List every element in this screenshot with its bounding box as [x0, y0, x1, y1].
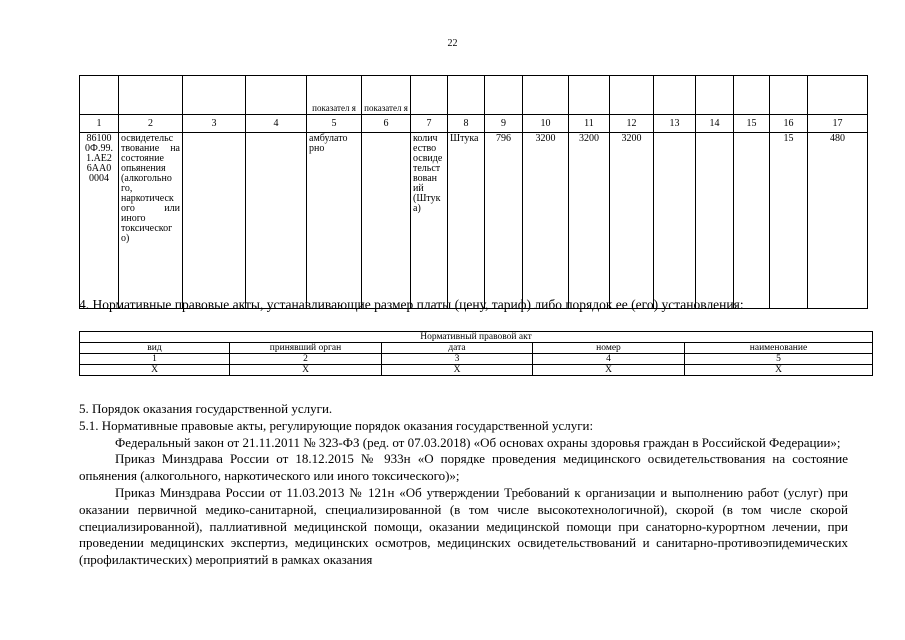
table-data-cell: 3200 — [610, 133, 654, 309]
table-data-cell: освидетельс твование на состояние опьянения (алкогольно го, наркотическ ого или иного токсическог о) — [119, 133, 183, 309]
column-number-cell: 9 — [485, 115, 523, 133]
legal-act-number-cell: 5 — [685, 354, 873, 365]
legal-act-value-cell: Х — [685, 365, 873, 376]
legal-act-header-cell: наименование — [685, 343, 873, 354]
table-header-cell — [183, 76, 246, 115]
column-number-cell: 7 — [411, 115, 448, 133]
column-number-cell: 10 — [523, 115, 569, 133]
column-number-cell: 17 — [808, 115, 868, 133]
table-data-cell: 86100 0Ф.99. 1.АЕ2 6АА0 0004 — [80, 133, 119, 309]
table-header-cell — [569, 76, 610, 115]
column-number-cell: 12 — [610, 115, 654, 133]
table-data-cell: Штука — [448, 133, 485, 309]
legal-act-value-cell: Х — [80, 365, 230, 376]
column-number-cell: 14 — [696, 115, 734, 133]
table-header-cell — [411, 76, 448, 115]
law-paragraph-3: Приказ Минздрава России от 11.03.2013 № 121н «Об утверждении Требований к организации и выполнению работ (услуг) при оказании первичной медико-санитарной, специализированной (в том числе высокотехнологичной), скорой (в том числе скорой специализированной), паллиативной медицинской помощи, оказании медицинской помощи при санаторно-курортном лечении, при проведении медицинских экспертиз, медицинских осмотров, медицинских освидетельствований и санитарно-противоэпидемических (профилактических) мероприятий в рамках оказания — [79, 484, 848, 568]
table-header-cell — [654, 76, 696, 115]
table-header-cell — [770, 76, 808, 115]
legal-act-number-cell: 3 — [382, 354, 533, 365]
legal-act-number-cell: 4 — [533, 354, 685, 365]
table-header-cell — [523, 76, 569, 115]
column-number-cell: 8 — [448, 115, 485, 133]
section-5-title: 5. Порядок оказания государственной услуги. — [79, 401, 333, 416]
legal-act-header-cell: номер — [533, 343, 685, 354]
column-number-cell: 6 — [362, 115, 411, 133]
table-header-cell — [734, 76, 770, 115]
column-number-cell: 2 — [119, 115, 183, 133]
service-volume-table — [79, 75, 868, 309]
law-paragraph-2: Приказ Минздрава России от 18.12.2015 № 933н «О порядке проведения медицинского освидетельствования на состояние опьянения (алкогольного, наркотического или иного токсического)»; — [79, 451, 848, 484]
table-header-cell — [119, 76, 183, 115]
column-number-cell: 11 — [569, 115, 610, 133]
table-header-cell — [246, 76, 307, 115]
table-header-cell — [610, 76, 654, 115]
table-data-cell — [246, 133, 307, 309]
legal-act-header-cell: дата — [382, 343, 533, 354]
table-data-cell — [362, 133, 411, 309]
table-data-cell: 3200 — [569, 133, 610, 309]
table-header-cell — [696, 76, 734, 115]
column-number-cell: 1 — [80, 115, 119, 133]
table-data-cell — [734, 133, 770, 309]
legal-act-header-cell: принявший орган — [230, 343, 382, 354]
table-data-cell: 480 — [808, 133, 868, 309]
table-data-cell: 796 — [485, 133, 523, 309]
legal-act-title: Нормативный правовой акт — [80, 332, 873, 343]
legal-act-header-cell: вид — [80, 343, 230, 354]
legal-act-value-cell: Х — [230, 365, 382, 376]
legal-acts-table — [79, 331, 873, 376]
column-number-cell: 4 — [246, 115, 307, 133]
table-header-cell: показател я — [362, 76, 411, 115]
table-header-cell — [808, 76, 868, 115]
table-data-cell: 15 — [770, 133, 808, 309]
table-data-cell — [183, 133, 246, 309]
table-header-cell — [448, 76, 485, 115]
table-data-cell: амбулато рно — [307, 133, 362, 309]
table-data-cell: 3200 — [523, 133, 569, 309]
law-paragraph-1: Федеральный закон от 21.11.2011 № 323-ФЗ (ред. от 07.03.2018) «Об основах охраны здоровья граждан в Российской Федерации»; — [115, 434, 841, 450]
table-header-cell — [485, 76, 523, 115]
column-number-cell: 5 — [307, 115, 362, 133]
legal-act-value-cell: Х — [533, 365, 685, 376]
table-data-cell — [696, 133, 734, 309]
legal-act-number-cell: 2 — [230, 354, 382, 365]
column-number-cell: 15 — [734, 115, 770, 133]
table-header-cell — [80, 76, 119, 115]
table-data-cell — [654, 133, 696, 309]
column-number-cell: 16 — [770, 115, 808, 133]
column-number-cell: 3 — [183, 115, 246, 133]
section-5 — [79, 401, 848, 569]
legal-act-number-cell: 1 — [80, 354, 230, 365]
section-4-title: 4. Нормативные правовые акты, устанавливающие размер платы (цену, тариф) либо порядок ее (его) установления: — [79, 297, 744, 312]
table-header-cell: показател я — [307, 76, 362, 115]
column-number-cell: 13 — [654, 115, 696, 133]
table-data-cell: колич ество освиде тельст вован ий (Штук а) — [411, 133, 448, 309]
legal-act-value-cell: Х — [382, 365, 533, 376]
page-number: 22 — [447, 38, 458, 49]
section-5-1-subtitle: 5.1. Нормативные правовые акты, регулирующие порядок оказания государственной услуги: — [79, 417, 594, 433]
